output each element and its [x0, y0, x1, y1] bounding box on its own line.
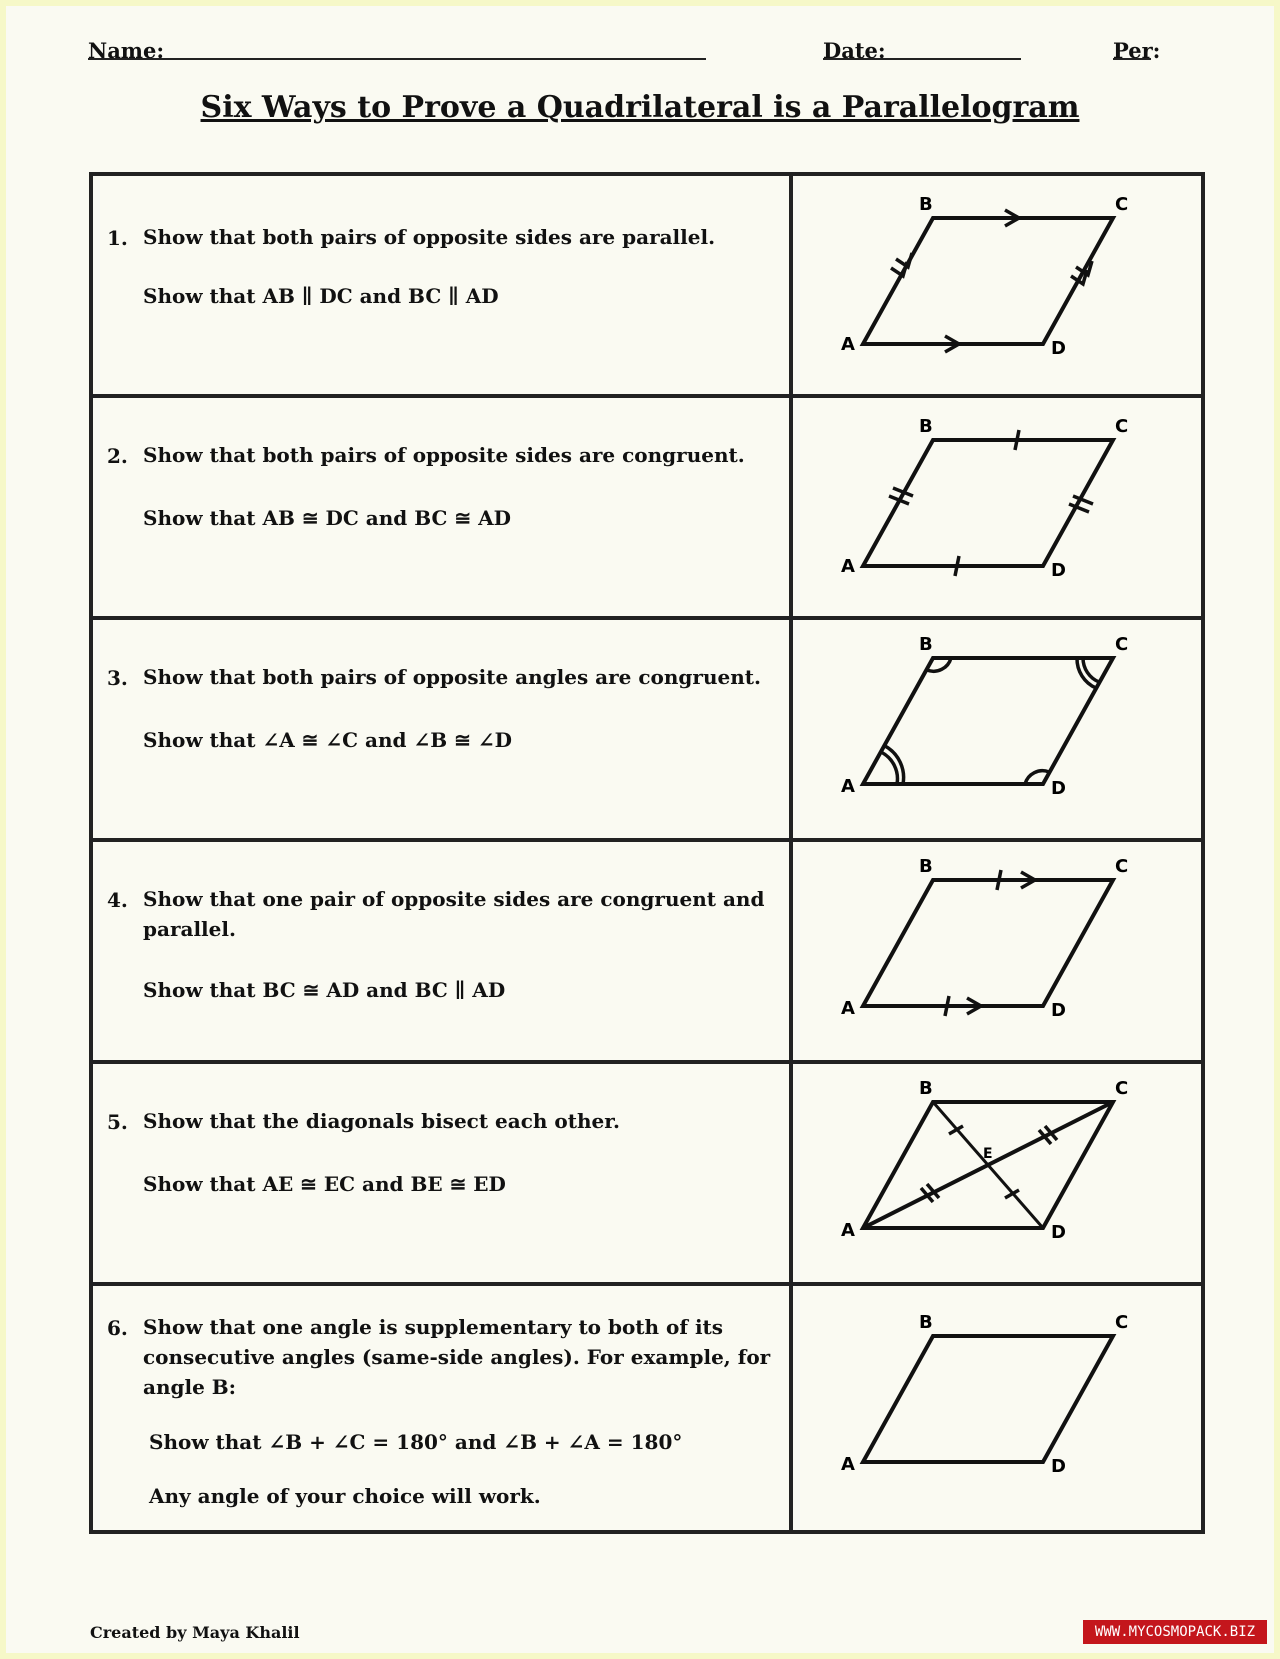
per-blank: [1113, 38, 1151, 60]
method-show: Show that AB ≅ DC and BC ≅ AD: [143, 506, 511, 530]
parallelogram-diagram: [793, 842, 1201, 1060]
method-row-2: [93, 394, 1201, 616]
method-text-cell: [93, 1286, 793, 1530]
method-row-6: [93, 1282, 1201, 1530]
method-statement: Show that one angle is supplementary to both of its consecutive angles (same-side angles). For example, for angle B:: [143, 1315, 771, 1399]
method-statement: Show that one pair of opposite sides are congruent and parallel.: [143, 887, 765, 941]
method-statement: Show that both pairs of opposite sides are parallel.: [143, 225, 716, 249]
name-blank: [88, 38, 706, 60]
vertex-label-c: C: [1115, 856, 1129, 877]
method-number: 1.: [107, 226, 128, 250]
parallelogram-diagram: [793, 620, 1201, 838]
method-diagram-cell: [793, 620, 1201, 838]
vertex-label-d: D: [1051, 1456, 1066, 1477]
methods-table: [89, 172, 1205, 1534]
method-statement: Show that both pairs of opposite sides are congruent.: [143, 443, 745, 467]
vertex-label-b: B: [919, 634, 933, 655]
angle-arc-c: [1077, 658, 1099, 688]
watermark: WWW.MYCOSMOPACK.BIZ: [1083, 1620, 1267, 1644]
name-label: Name:: [88, 38, 165, 63]
parallelogram-shape: [863, 1336, 1113, 1462]
vertex-label-b: B: [919, 194, 933, 215]
vertex-label-a: A: [841, 998, 855, 1019]
method-diagram-cell: [793, 1286, 1201, 1530]
date-label: Date:: [823, 38, 886, 63]
vertex-label-d: D: [1051, 1222, 1066, 1243]
method-text-cell: [93, 176, 793, 398]
method-diagram-cell: [793, 176, 1201, 398]
method-note: Any angle of your choice will work.: [149, 1484, 541, 1508]
method-number: 2.: [107, 444, 128, 468]
vertex-label-d: D: [1051, 560, 1066, 581]
vertex-label-b: B: [919, 1078, 933, 1099]
method-diagram-cell: [793, 1064, 1201, 1282]
per-label: Per:: [1113, 38, 1161, 63]
page-title: Six Ways to Prove a Quadrilateral is a Parallelogram: [200, 90, 1080, 125]
vertex-label-b: B: [919, 416, 933, 437]
vertex-label-d: D: [1051, 778, 1066, 799]
vertex-label-c: C: [1115, 1078, 1129, 1099]
tick-mark-bc: [997, 870, 1001, 890]
vertex-label-d: D: [1051, 1000, 1066, 1021]
method-row-4: [93, 838, 1201, 1060]
vertex-label-c: C: [1115, 634, 1129, 655]
method-number: 4.: [107, 888, 128, 912]
method-row-3: [93, 616, 1201, 838]
vertex-label-b: B: [919, 856, 933, 877]
method-statement: Show that the diagonals bisect each other.: [143, 1109, 620, 1133]
creator-credit: Created by Maya Khalil: [90, 1623, 300, 1642]
method-text-cell: [93, 842, 793, 1060]
method-diagram-cell: [793, 842, 1201, 1060]
method-text-cell: [93, 620, 793, 838]
method-text-cell: [93, 1064, 793, 1282]
parallelogram-diagram: [793, 398, 1201, 616]
vertex-label-a: A: [841, 776, 855, 797]
vertex-label-a: A: [841, 1454, 855, 1475]
method-number: 6.: [107, 1316, 128, 1340]
vertex-label-b: B: [919, 1312, 933, 1333]
parallelogram-diagram: [793, 176, 1201, 394]
angle-arc-a: [881, 746, 904, 784]
tick-mark-bc: [1015, 430, 1019, 450]
vertex-label-a: A: [841, 556, 855, 577]
method-row-5: [93, 1060, 1201, 1282]
method-show: Show that AB ∥ DC and BC ∥ AD: [143, 284, 499, 308]
vertex-label-c: C: [1115, 416, 1129, 437]
method-text-cell: [93, 398, 793, 616]
parallelogram-diagram: [793, 1286, 1201, 1530]
vertex-label-e: E: [983, 1146, 993, 1162]
method-show: Show that BC ≅ AD and BC ∥ AD: [143, 978, 506, 1002]
vertex-label-c: C: [1115, 194, 1129, 215]
tick-mark-ad: [955, 556, 959, 576]
method-show: Show that AE ≅ EC and BE ≅ ED: [143, 1172, 506, 1196]
method-row-1: [93, 176, 1201, 398]
method-diagram-cell: [793, 398, 1201, 616]
method-show: Show that ∠A ≅ ∠C and ∠B ≅ ∠D: [143, 728, 512, 752]
vertex-label-a: A: [841, 1220, 855, 1241]
diagonal-bd: [933, 1102, 1043, 1228]
method-show: Show that ∠B + ∠C = 180° and ∠B + ∠A = 180°: [149, 1430, 683, 1454]
parallelogram-shape: [863, 880, 1113, 1006]
vertex-label-a: A: [841, 334, 855, 355]
tick-mark-ad: [945, 996, 949, 1016]
method-statement: Show that both pairs of opposite angles are congruent.: [143, 665, 761, 689]
date-blank: [823, 38, 1021, 60]
method-number: 3.: [107, 666, 128, 690]
method-number: 5.: [107, 1110, 128, 1134]
worksheet-header: [88, 38, 1198, 68]
vertex-label-d: D: [1051, 338, 1066, 359]
vertex-label-c: C: [1115, 1312, 1129, 1333]
parallelogram-diagram: [793, 1064, 1201, 1282]
parallelogram-shape: [863, 440, 1113, 566]
